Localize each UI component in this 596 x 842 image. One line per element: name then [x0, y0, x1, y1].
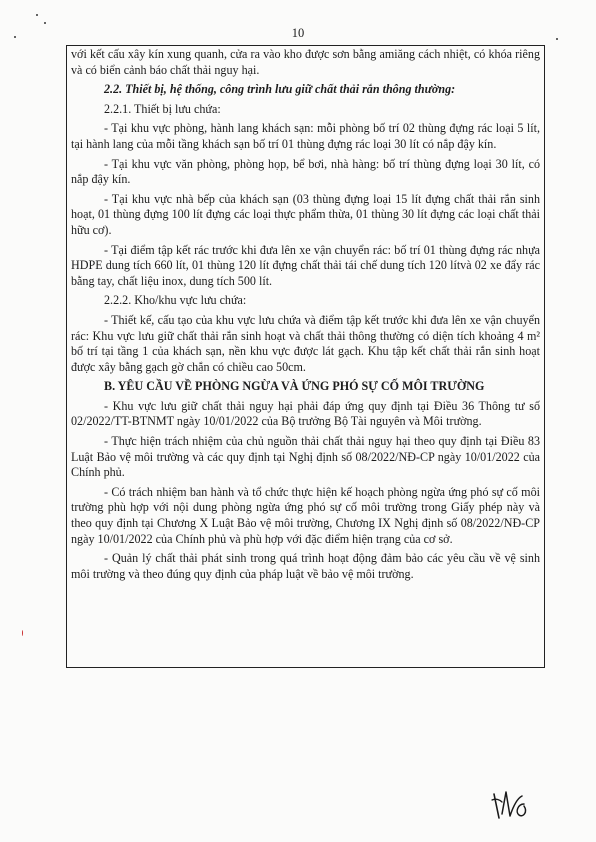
paragraph: - Có trách nhiệm ban hành và tổ chức thực hiện kế hoạch phòng ngừa ứng phó sự cố môi trường phù hợp với nội dung phòng ngừa ứng phó sự cố môi trường trong Giấy phép này và theo quy định tại Chương X Luật Bảo vệ môi trường, Chương IX Nghị định số 08/2022/NĐ-CP ngày 10/01/2022 của Chính phủ và phù hợp với đặc điểm hiện trạng của cơ sở. [71, 484, 540, 546]
scan-speck [44, 22, 46, 24]
subsection-heading-2-2-2: 2.2.2. Kho/khu vực lưu chứa: [104, 293, 247, 308]
paragraph: - Tại khu vực văn phòng, phòng họp, bể bơi, nhà hàng: bố trí thùng đựng loại 30 lít, có nắp đậy kín. [71, 156, 540, 187]
handwritten-initials-signature [488, 786, 534, 822]
paragraph: - Khu vực lưu giữ chất thải nguy hại phải đáp ứng quy định tại Điều 36 Thông tư số 02/2022/TT-BTNMT ngày 10/01/2022 của Bộ trưởng Bộ Tài nguyên và Môi trường. [71, 398, 540, 429]
page-number: 10 [291, 26, 305, 40]
section-heading-2-2: 2.2. Thiết bị, hệ thống, công trình lưu giữ chất thải rắn thông thường: [104, 82, 456, 97]
scan-speck [36, 14, 38, 16]
scan-speck [22, 630, 23, 636]
scan-speck [556, 38, 558, 40]
paragraph: - Thiết kế, cấu tạo của khu vực lưu chứa và điểm tập kết trước khi đưa lên xe vận chuyển rác: Khu vực lưu giữ chất thải rắn sinh hoạt và chất thải thông thường có diện tích khoảng 4 m² bố trí tại tầng 1 của khách sạn, nền khu vực được lát gạch. Khu tập kết chất thải rắn sinh hoạt được xây bằng gạch gờ chắn có chiều cao 50cm. [71, 312, 540, 374]
paragraph: - Tại khu vực nhà bếp của khách sạn (03 thùng đựng loại 15 lít đựng chất thải rắn sinh hoạt, 01 thùng đựng 100 lít đựng các loại thực phẩm thừa, 01 thùng 30 lít đựng các loại chất thải hữu cơ). [71, 191, 540, 237]
paragraph: - Tại khu vực phòng, hành lang khách sạn: mỗi phòng bố trí 02 thùng đựng rác loại 5 lít, tại hành lang của mỗi tầng khách sạn bố trí 01 thùng đựng rác loại 30 lít có nắp đậy kín. [71, 121, 540, 151]
paragraph: - Quản lý chất thải phát sinh trong quá trình hoạt động đảm bảo các yêu cầu về vệ sinh môi trường và theo đúng quy định của pháp luật về bảo vệ môi trường. [71, 551, 540, 581]
paragraph: - Tại điểm tập kết rác trước khi đưa lên xe vận chuyển rác: bố trí 01 thùng đựng rác nhựa HDPE dung tích 660 lít, 01 thùng 120 lít đựng chất thải tái chế dung tích 120 lítvà 02 xe đẩy rác bằng tay, chất liệu inox, dung tích 500 lít. [71, 242, 540, 288]
document-body [71, 47, 540, 586]
scan-speck [14, 36, 16, 38]
paragraph: - Thực hiện trách nhiệm của chủ nguồn thải chất thải nguy hại theo quy định tại Điều 83 Luật Bảo vệ môi trường và các quy định tại Nghị định số 08/2022/NĐ-CP ngày 10/01/2022 của Chính phủ. [71, 434, 540, 480]
paragraph: với kết cấu xây kín xung quanh, cửa ra vào kho được sơn bằng amiăng cách nhiệt, có khóa riêng và có biển cảnh báo chất thải nguy hại. [71, 47, 540, 77]
section-heading-b: B. YÊU CẦU VỀ PHÒNG NGỪA VÀ ỨNG PHÓ SỰ CỐ MÔI TRƯỜNG [104, 379, 485, 394]
subsection-heading-2-2-1: 2.2.1. Thiết bị lưu chứa: [104, 101, 221, 116]
